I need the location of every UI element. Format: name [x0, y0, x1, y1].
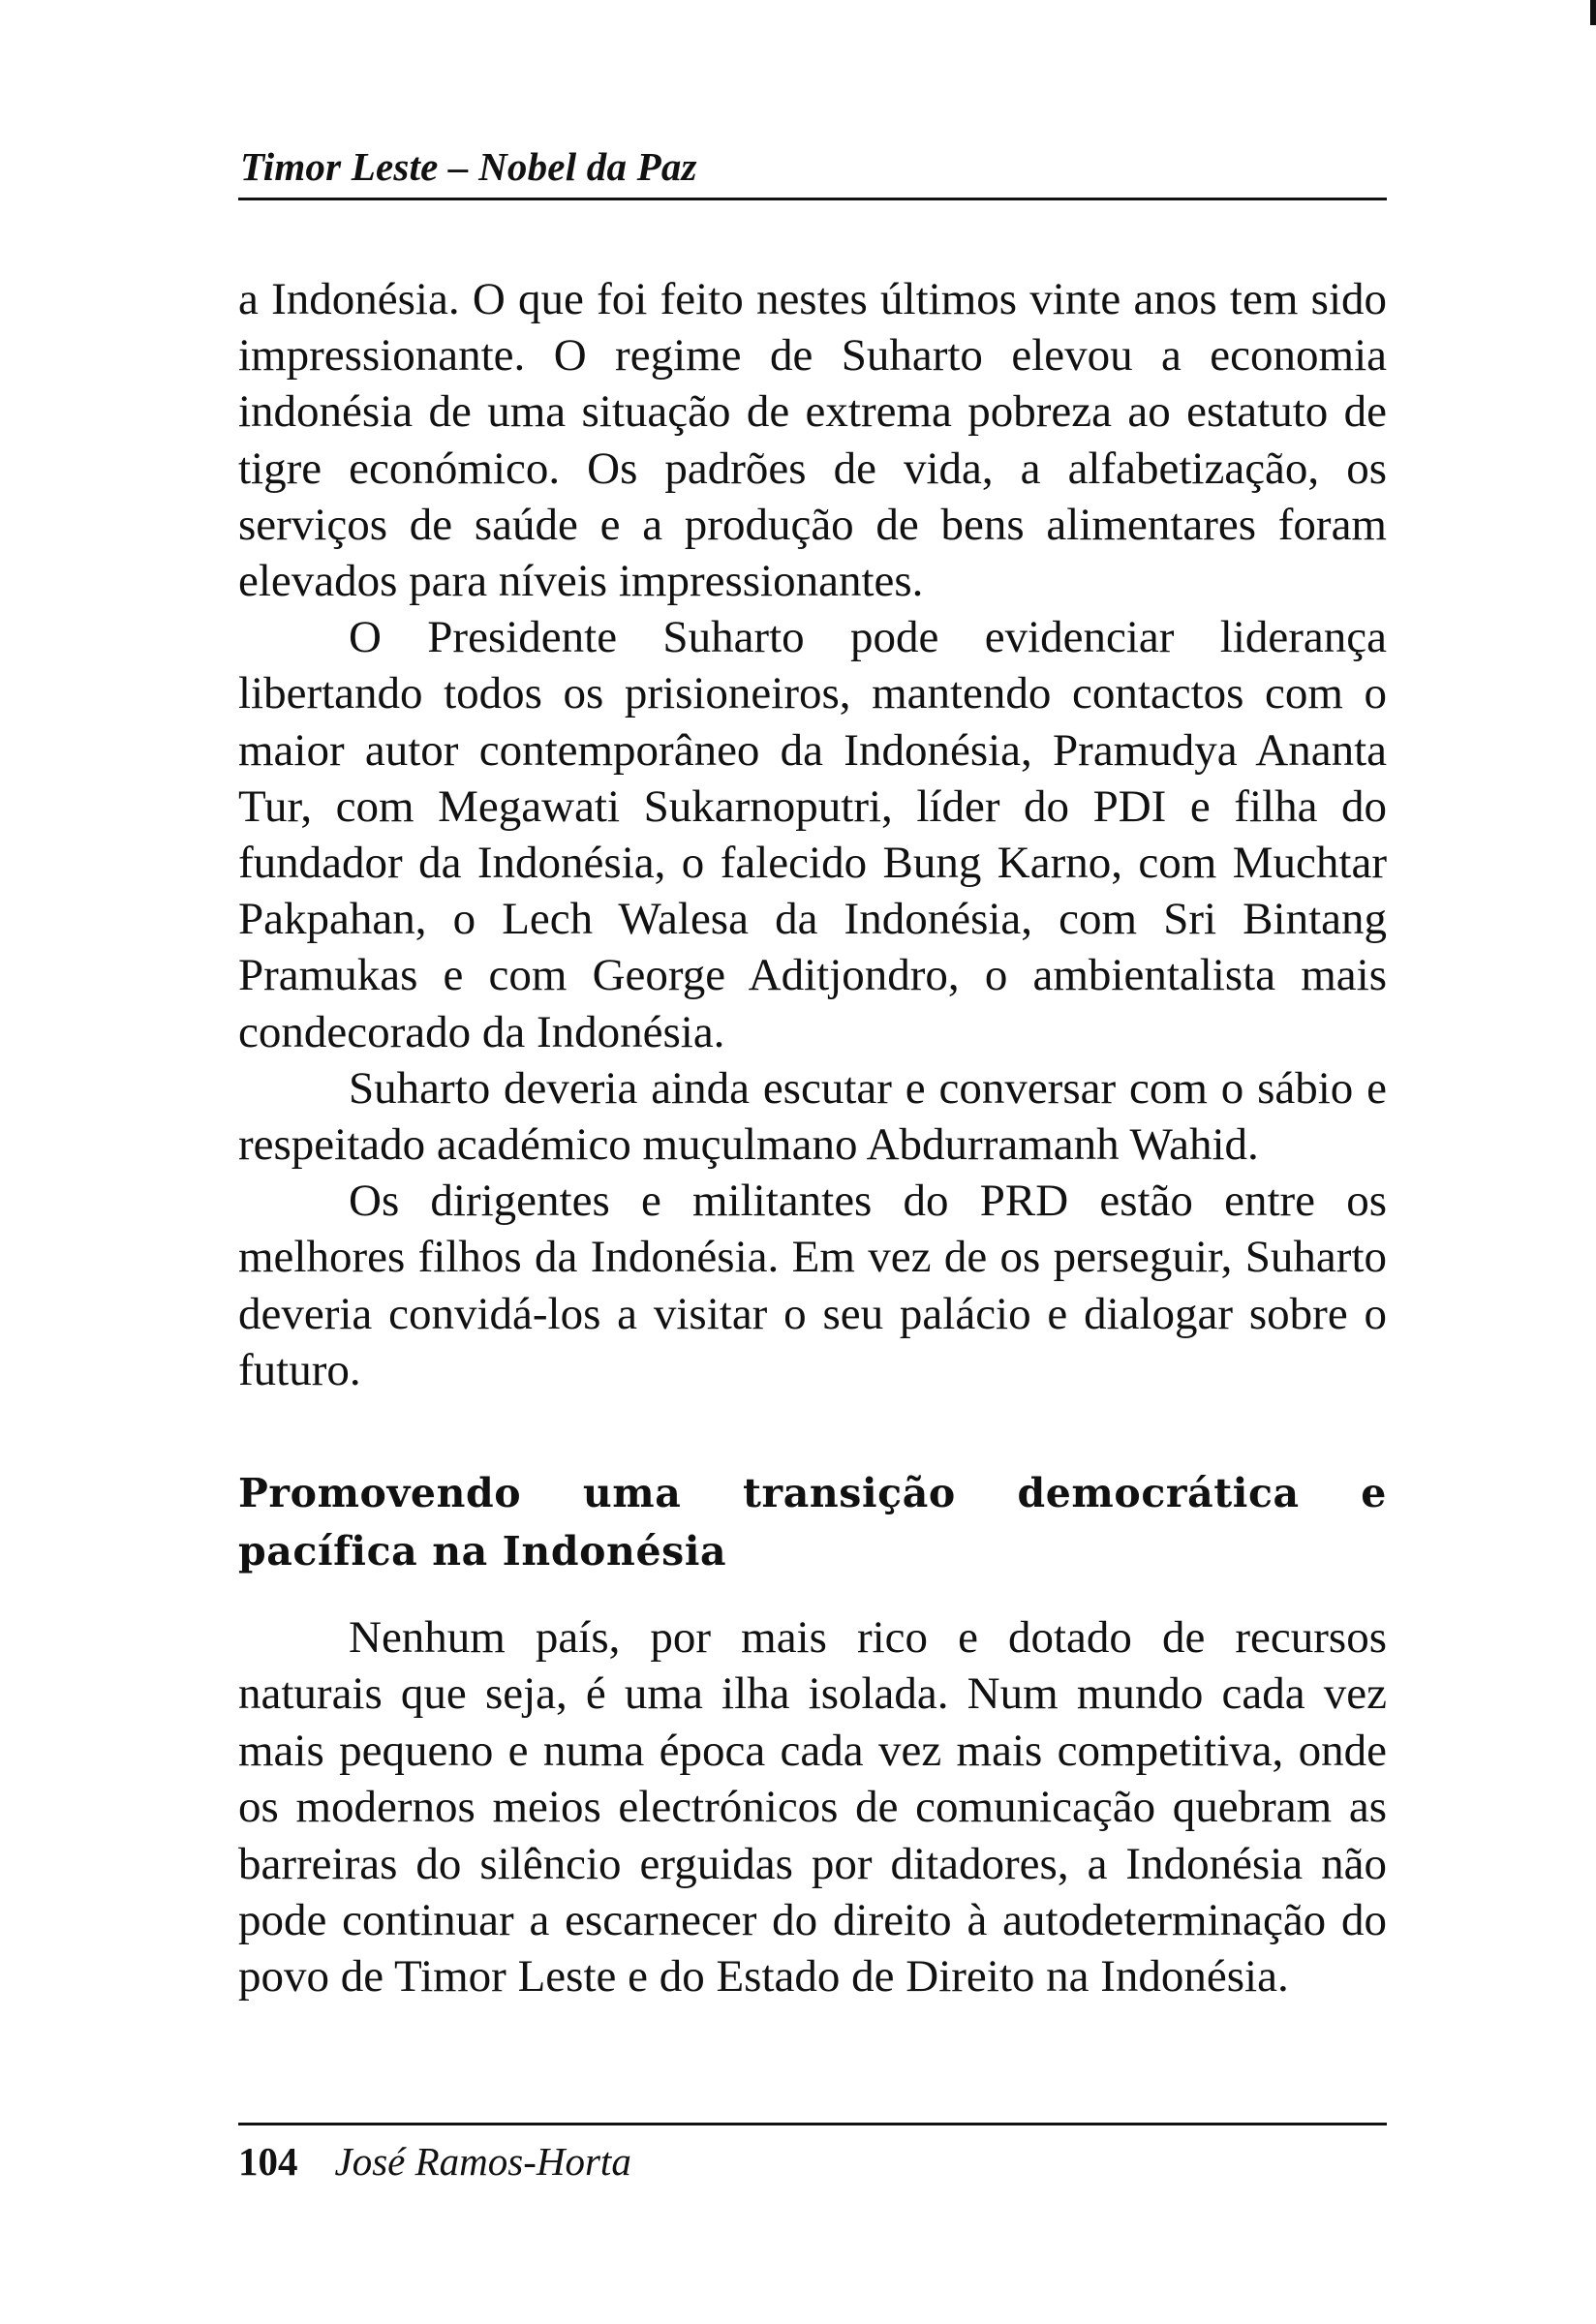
- paragraph-4: Os dirigentes e militantes do PRD estão entre os melhores filhos da Indonésia. Em vez de os perseguir, Suharto deveria convidá-los a visitar o seu palácio e dialogar sobre o futuro.: [238, 1176, 1387, 1395]
- body-text: [238, 271, 1387, 1398]
- page-footer: [238, 2138, 631, 2185]
- paragraph-3: Suharto deveria ainda escutar e conversar com o sábio e respeitado académico muçulmano Abdurramanh Wahid.: [238, 1062, 1387, 1171]
- footer-rule: [238, 2123, 1387, 2125]
- header-rule: [238, 198, 1387, 200]
- page-number: 104: [238, 2139, 298, 2184]
- footer-author: José Ramos-Horta: [334, 2139, 631, 2184]
- running-header-title: Timor Leste – Nobel da Paz: [240, 144, 697, 189]
- section-paragraph: Nenhum país, por mais rico e dotado de recursos naturais que seja, é uma ilha isolada. Num mundo cada vez mais pequeno e numa época cada vez mais competitiva, onde os modernos meios electrónicos de comunicação quebram as barreiras do silêncio erguidas por ditadores, a Indonésia não pode continuar a escarnecer do direito à autodeterminação do povo de Timor Leste e do Estado de Direito na Indonésia.: [238, 1612, 1387, 2003]
- section-body: [238, 1609, 1387, 2005]
- paragraph-2: O Presidente Suharto pode evidenciar liderança libertando todos os prisioneiros, mantendo contactos com o maior autor contemporâneo da Indonésia, Pramudya Ananta Tur, com Megawati Sukarnoputri, líder do PDI e filha do fundador da Indonésia, o falecido Bung Karno, com Muchtar Pakpahan, o Lech Walesa da Indonésia, com Sri Bintang Pramukas e com George Aditjondro, o ambientalista mais condecorado da Indonésia.: [238, 612, 1387, 1057]
- section-heading: Promovendo uma transição democrática e pacífica na Indonésia: [238, 1470, 1387, 1575]
- scan-edge-mark: [1590, 0, 1596, 25]
- paragraph-1: a Indonésia. O que foi feito nestes últimos vinte anos tem sido impressionante. O regime de Suharto elevou a economia indonésia de uma situação de extrema pobreza ao estatuto de tigre económico. Os padrões de vida, a alfabetização, os serviços de saúde e a produção de bens alimentares foram elevados para níveis impressionantes.: [238, 274, 1387, 607]
